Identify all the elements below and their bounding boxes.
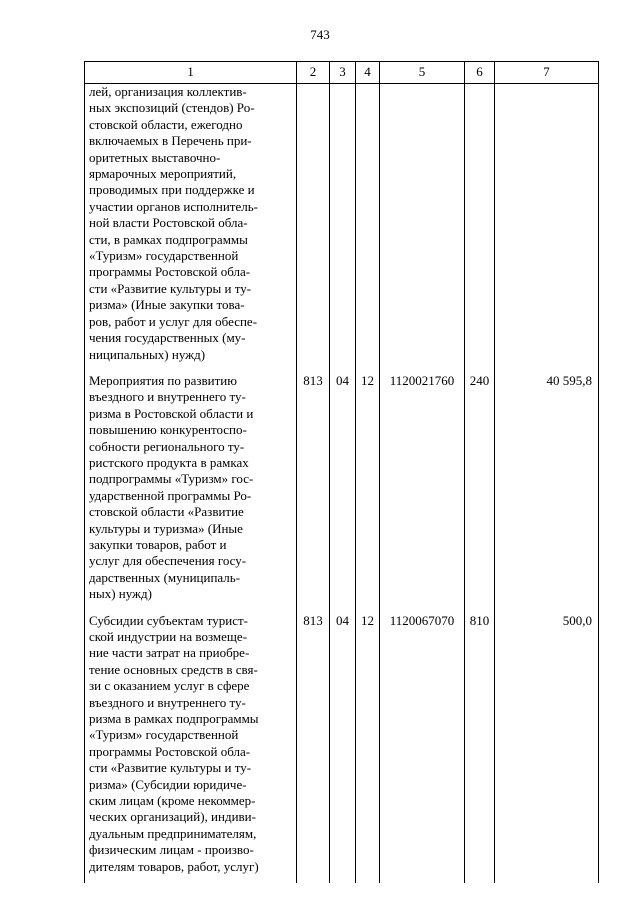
- description-line: «Туризм» государственной: [89, 727, 239, 743]
- description-line: ским лицам (кроме некоммер-: [89, 793, 256, 809]
- description-line: услуг для обеспечения госу-: [89, 553, 247, 569]
- cell-col7: [495, 84, 599, 371]
- description-line: повышению конкурентоспо-: [89, 422, 247, 438]
- column-header-1: 1: [85, 62, 297, 84]
- column-header-2: 2: [297, 62, 330, 84]
- description-line: стовской области, ежегодно: [89, 116, 243, 132]
- cell-col2: [297, 84, 330, 371]
- column-header-4: 4: [356, 62, 380, 84]
- cell-col4: [356, 84, 380, 371]
- cell-col3: 04: [330, 371, 356, 611]
- cell-col7: 40 595,8: [495, 371, 599, 611]
- cell-col4: 12: [356, 611, 380, 884]
- cell-col6: 810: [465, 611, 495, 884]
- column-header-7: 7: [495, 62, 599, 84]
- description-line: ярмарочных мероприятий,: [89, 166, 237, 182]
- cell-col3: 04: [330, 611, 356, 884]
- description-line: дуальным предпринимателям,: [89, 825, 257, 841]
- description-line: зи с оказанием услуг в сфере: [89, 678, 250, 694]
- description-line: «Туризм» государственной: [89, 248, 239, 264]
- description-line: чения государственных (му-: [89, 330, 246, 346]
- cell-col5: 1120021760: [380, 371, 465, 611]
- cell-col2: 813: [297, 371, 330, 611]
- description-line: ской индустрии на возмеще-: [89, 629, 248, 644]
- description-line: программы Ростовской обла-: [89, 743, 251, 759]
- description-line: лей, организация коллектив-: [89, 84, 247, 99]
- description-line: ных) нужд): [89, 586, 152, 602]
- table-row: [85, 611, 599, 884]
- description-line: Субсидии субъектам турист-: [89, 612, 248, 628]
- description-line: ных экспозиций (стендов) Ро-: [89, 100, 255, 116]
- description-line: стовской области «Развитие: [89, 504, 244, 520]
- cell-col5: [380, 84, 465, 371]
- column-header-5: 5: [380, 62, 465, 84]
- description-line: ной власти Ростовской обла-: [89, 215, 248, 231]
- description-line: ударственной программы Ро-: [89, 487, 252, 503]
- description-line: тение основных средств в свя-: [89, 661, 258, 677]
- description-line: включаемых в Перечень при-: [89, 133, 252, 149]
- description-line: собности регионального ту-: [89, 438, 245, 454]
- row-description: [85, 84, 297, 371]
- description-line: оритетных выставочно-: [89, 149, 221, 165]
- cell-col7: 500,0: [495, 611, 599, 884]
- description-line: въездного и внутреннего ту-: [89, 389, 246, 405]
- description-line: закупки товаров, работ и: [89, 536, 227, 552]
- table-header-row: [85, 62, 599, 84]
- page-number: 743: [310, 27, 330, 42]
- description-line: ние части затрат на приобре-: [89, 645, 250, 661]
- description-line: сти «Развитие культуры и ту-: [89, 280, 252, 296]
- description-line: участии органов исполнитель-: [89, 198, 258, 214]
- cell-col3: [330, 84, 356, 371]
- description-line: ниципальных) нужд): [89, 346, 206, 362]
- table-row: [85, 84, 599, 371]
- cell-col4: 12: [356, 371, 380, 611]
- column-header-6: 6: [465, 62, 495, 84]
- cell-col6: [465, 84, 495, 371]
- description-line: подпрограммы «Туризм» гос-: [89, 471, 254, 487]
- cell-col5: 1120067070: [380, 611, 465, 884]
- description-line: въездного и внутреннего ту-: [89, 694, 246, 710]
- budget-table: [84, 61, 599, 883]
- description-line: ризма» (Субсидии юридиче-: [89, 776, 247, 792]
- description-line: ческих организаций), индиви-: [89, 809, 256, 825]
- description-line: физическим лицам - произво-: [89, 842, 254, 858]
- description-line: сти, в рамках подпрограммы: [89, 231, 248, 247]
- description-line: сти «Развитие культуры и ту-: [89, 760, 252, 776]
- description-line: дарственных (муниципаль-: [89, 569, 241, 585]
- column-header-3: 3: [330, 62, 356, 84]
- row-description: [85, 611, 297, 884]
- description-line: программы Ростовской обла-: [89, 264, 251, 280]
- cell-col2: 813: [297, 611, 330, 884]
- description-line: дителям товаров, работ, услуг): [89, 858, 259, 874]
- description-line: ризма в Ростовской области и: [89, 405, 254, 421]
- description-line: культуры и туризма» (Иные: [89, 520, 243, 536]
- row-description: [85, 371, 297, 611]
- description-line: ризма» (Иные закупки това-: [89, 297, 245, 313]
- description-line: ристского продукта в рамках: [89, 454, 249, 470]
- description-line: Мероприятия по развитию: [89, 372, 237, 388]
- description-line: ров, работ и услуг для обеспе-: [89, 313, 258, 329]
- description-line: проводимых при поддержке и: [89, 182, 255, 198]
- table-row: [85, 371, 599, 611]
- cell-col6: 240: [465, 371, 495, 611]
- description-line: ризма в рамках подпрограммы: [89, 711, 259, 727]
